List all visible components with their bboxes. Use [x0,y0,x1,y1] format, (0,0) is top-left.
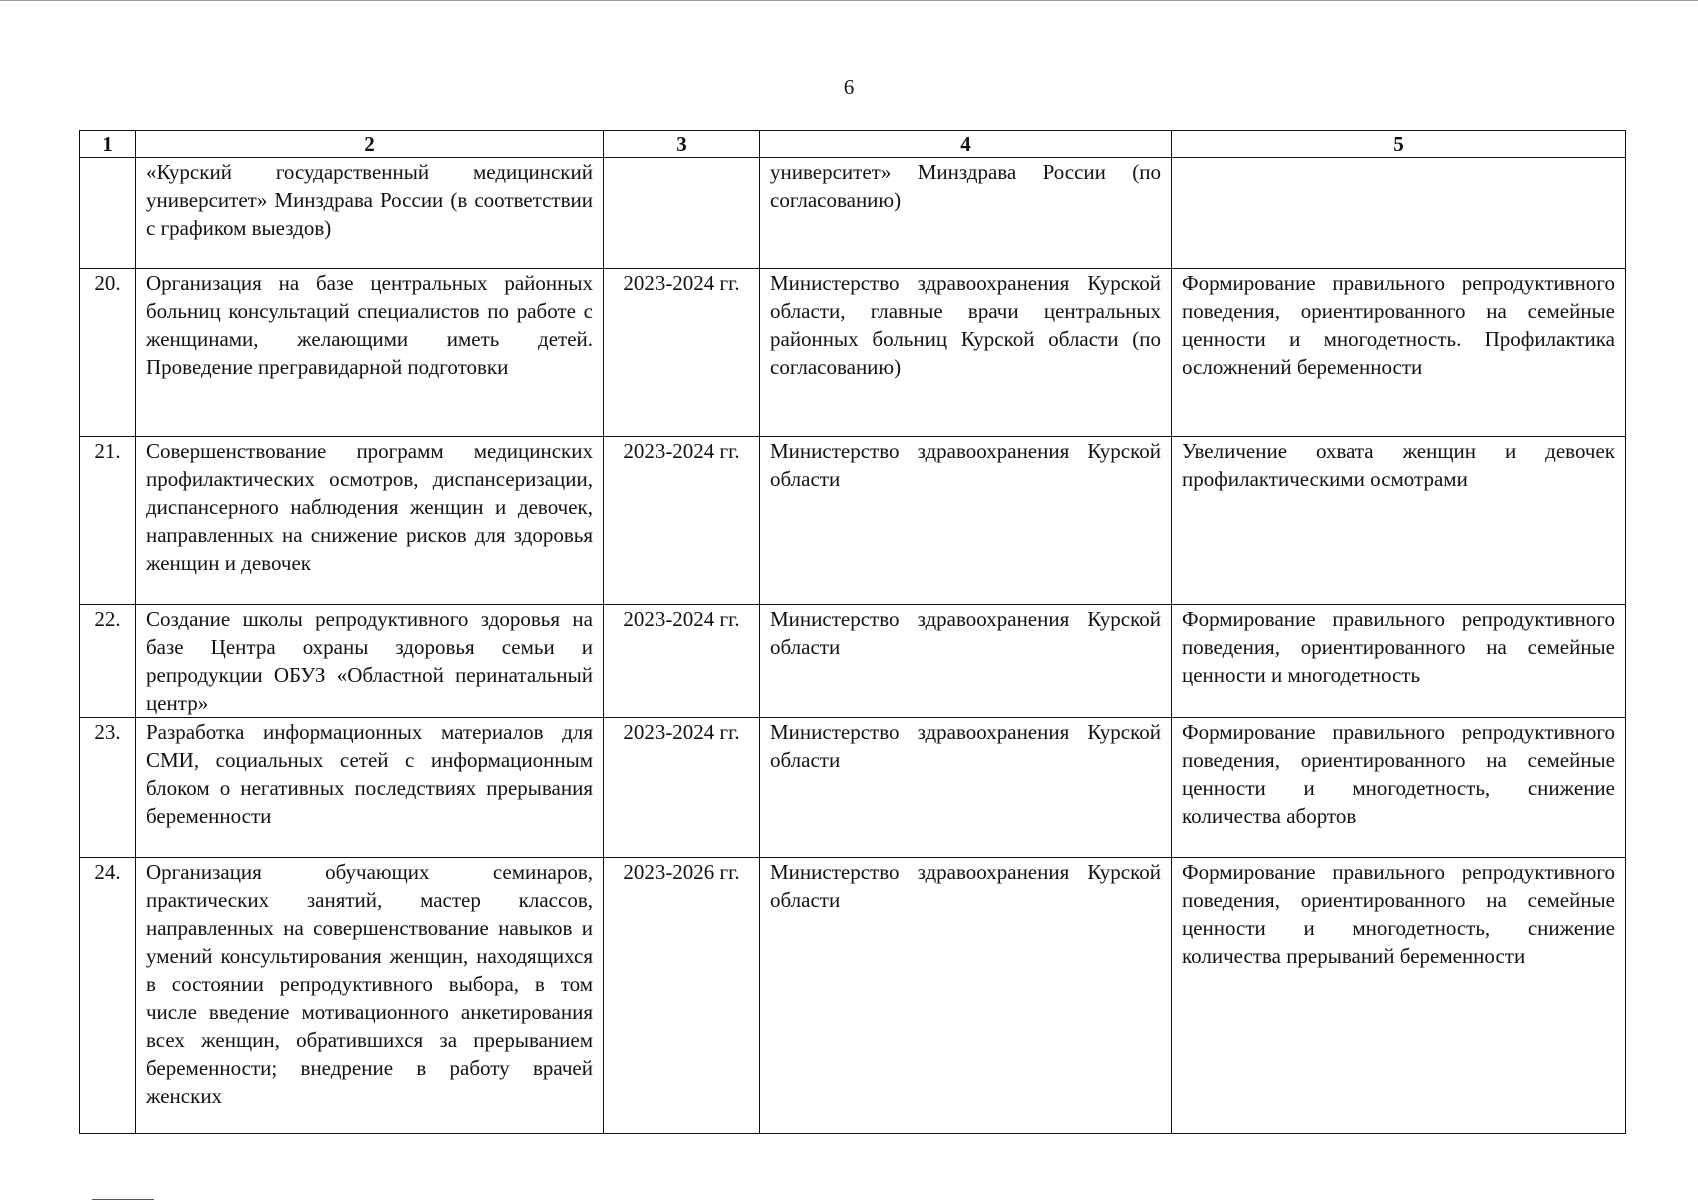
row-number: 21. [80,437,136,605]
page-number: 6 [843,75,855,99]
header-col-5: 5 [1172,131,1626,158]
table-header-row [80,131,1626,158]
row-number: 24. [80,858,136,1134]
table-row [80,605,1626,718]
table-row [80,858,1626,1134]
header-col-3: 3 [604,131,760,158]
table-row [80,158,1626,269]
responsible-cell: Министерство здравоохранения Курской области [760,437,1172,605]
period-cell: 2023-2024 гг. [604,605,760,718]
row-number: 23. [80,718,136,858]
period-cell: 2023-2024 гг. [604,437,760,605]
scan-top-edge [0,0,1698,1]
result-cell: Формирование правильного репродуктивного поведения, ориентированного на семейные ценности и многодетность. Профилактика осложнений беременности [1172,269,1626,437]
result-cell: Формирование правильного репродуктивного поведения, ориентированного на семейные ценности и многодетность [1172,605,1626,718]
responsible-cell: Министерство здравоохранения Курской области [760,605,1172,718]
result-cell [1172,158,1626,269]
responsible-cell: Министерство здравоохранения Курской области [760,718,1172,858]
responsible-cell: Министерство здравоохранения Курской области, главные врачи центральных районных больниц Курской области (по согласованию) [760,269,1172,437]
result-cell: Увеличение охвата женщин и девочек профилактическими осмотрами [1172,437,1626,605]
header-col-4: 4 [760,131,1172,158]
period-cell [604,158,760,269]
event-cell: Совершенствование программ медицинских профилактических осмотров, диспансеризации, диспансерного наблюдения женщин и девочек, направленных на снижение рисков для здоровья женщин и девочек [136,437,604,605]
row-number [80,158,136,269]
responsible-cell: Министерство здравоохранения Курской области [760,858,1172,1134]
event-cell: Организация обучающих семинаров, практических занятий, мастер классов, направленных на совершенствование навыков и умений консультирования женщин, находящихся в состоянии репродуктивного выбора, в том числе введение мотивационного анкетирования всех женщин, обратившихся за прерыванием беременности; внедрение в работу врачей женских [136,858,604,1134]
table-row [80,437,1626,605]
event-cell: Создание школы репродуктивного здоровья на базе Центра охраны здоровья семьи и репродукции ОБУЗ «Областной перинатальный центр» [136,605,604,718]
responsible-cell: университет» Минздрава России (по согласованию) [760,158,1172,269]
result-cell: Формирование правильного репродуктивного поведения, ориентированного на семейные ценности и многодетность, снижение количества прерываний беременности [1172,858,1626,1134]
event-cell: «Курский государственный медицинский университет» Минздрава России (в соответствии с графиком выездов) [136,158,604,269]
result-cell: Формирование правильного репродуктивного поведения, ориентированного на семейные ценности и многодетность, снижение количества абортов [1172,718,1626,858]
period-cell: 2023-2024 гг. [604,718,760,858]
row-number: 22. [80,605,136,718]
header-col-2: 2 [136,131,604,158]
event-cell: Разработка информационных материалов для СМИ, социальных сетей с информационным блоком о негативных последствиях прерывания беременности [136,718,604,858]
table-row [80,718,1626,858]
row-number: 20. [80,269,136,437]
period-cell: 2023-2026 гг. [604,858,760,1134]
table-row [80,269,1626,437]
period-cell: 2023-2024 гг. [604,269,760,437]
event-cell: Организация на базе центральных районных больниц консультаций специалистов по работе с женщинами, желающими иметь детей. Проведение прегравидарной подготовки [136,269,604,437]
header-col-1: 1 [80,131,136,158]
activities-table [79,130,1626,1134]
